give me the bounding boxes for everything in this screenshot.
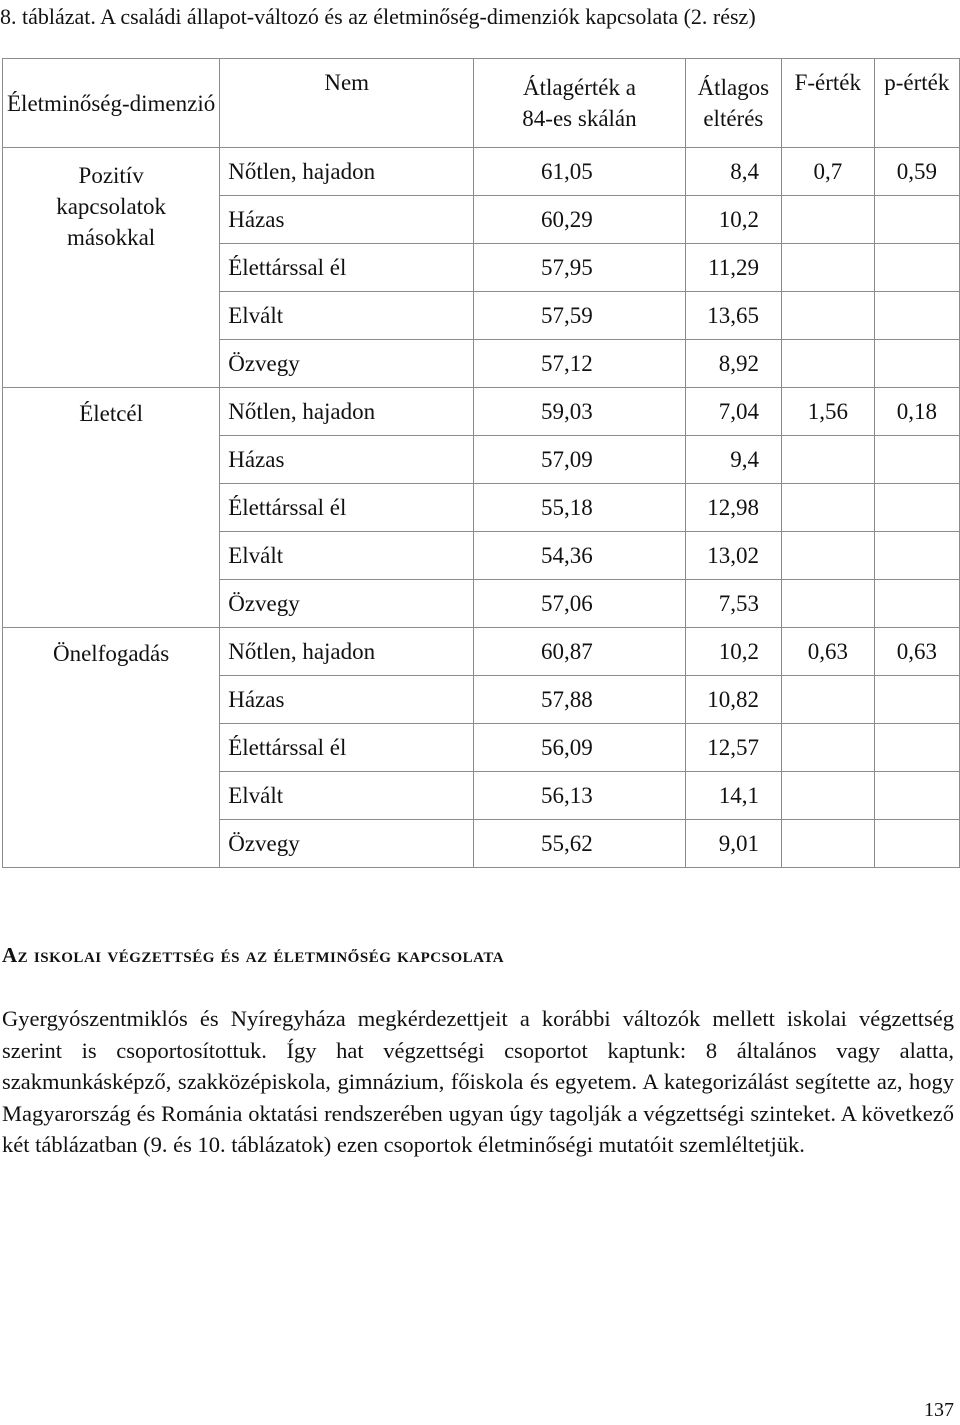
empty-cell [874, 484, 959, 532]
sd-cell: 8,4 [685, 148, 781, 196]
table-header-row [3, 59, 960, 148]
mean-cell: 55,62 [474, 820, 686, 868]
sd-cell: 7,04 [685, 388, 781, 436]
empty-cell [874, 532, 959, 580]
sd-cell: 13,02 [685, 532, 781, 580]
table-row [3, 628, 960, 676]
dimension-cell: Pozitív kapcsolatok másokkal [3, 148, 220, 388]
sex-cell: Házas [220, 676, 474, 724]
p-value-cell: 0,63 [874, 628, 959, 676]
sex-cell: Özvegy [220, 340, 474, 388]
mean-cell: 57,59 [474, 292, 686, 340]
empty-cell [874, 676, 959, 724]
header-sd: Átlagos eltérés [685, 59, 781, 148]
mean-cell: 57,95 [474, 244, 686, 292]
empty-cell [781, 580, 874, 628]
mean-cell: 54,36 [474, 532, 686, 580]
dimension-cell: Önelfogadás [3, 628, 220, 868]
table-row [3, 148, 960, 196]
sex-cell: Élettárssal él [220, 244, 474, 292]
header-p: p-érték [874, 59, 959, 148]
header-dimension: Életminőség-dimenzió [3, 59, 220, 148]
sex-cell: Elvált [220, 532, 474, 580]
mean-cell: 60,87 [474, 628, 686, 676]
empty-cell [781, 820, 874, 868]
empty-cell [874, 244, 959, 292]
sd-cell: 9,4 [685, 436, 781, 484]
p-value-cell: 0,59 [874, 148, 959, 196]
empty-cell [874, 580, 959, 628]
mean-cell: 56,13 [474, 772, 686, 820]
sd-cell: 11,29 [685, 244, 781, 292]
empty-cell [874, 340, 959, 388]
mean-cell: 55,18 [474, 484, 686, 532]
empty-cell [781, 724, 874, 772]
empty-cell [781, 676, 874, 724]
f-value-cell: 0,63 [781, 628, 874, 676]
sd-cell: 7,53 [685, 580, 781, 628]
empty-cell [781, 532, 874, 580]
sex-cell: Házas [220, 196, 474, 244]
header-mean: Átlagérték a 84-es skálán [474, 59, 686, 148]
mean-cell: 59,03 [474, 388, 686, 436]
sd-cell: 9,01 [685, 820, 781, 868]
sex-cell: Élettárssal él [220, 484, 474, 532]
sex-cell: Nőtlen, hajadon [220, 148, 474, 196]
empty-cell [781, 196, 874, 244]
body-paragraph: Gyergyószentmiklós és Nyíregyháza megkérdezettjeit a korábbi változók mellett iskolai végzettség szerint is csoportosítottuk. Így hat végzettségi csoportot kaptunk: 8 általános vagy alatta, szakmunkásképző, szakközépiskola, gimnázium, főiskola és egyetem. A kategorizálást segítette az, hogy Magyarország és Románia oktatási rendszerében ugyan úgy tagolják a végzettségi szinteket. A következő két táblázatban (9. és 10. táblázatok) ezen csoportok életminőségi mutatóit szemléltetjük. [2, 1006, 954, 1157]
table-caption: 8. táblázat. A családi állapot-változó és az életminőség-dimenziók kapcsolata (2. rész) [0, 4, 756, 29]
sd-cell: 10,2 [685, 196, 781, 244]
empty-cell [874, 820, 959, 868]
sd-cell: 12,98 [685, 484, 781, 532]
mean-cell: 56,09 [474, 724, 686, 772]
mean-cell: 57,88 [474, 676, 686, 724]
empty-cell [781, 244, 874, 292]
sex-cell: Elvált [220, 772, 474, 820]
header-sex: Nem [220, 59, 474, 148]
sd-cell: 13,65 [685, 292, 781, 340]
marital-status-table [2, 58, 960, 868]
mean-cell: 57,06 [474, 580, 686, 628]
mean-cell: 57,12 [474, 340, 686, 388]
empty-cell [874, 724, 959, 772]
table-row [3, 388, 960, 436]
sex-cell: Élettárssal él [220, 724, 474, 772]
empty-cell [874, 292, 959, 340]
p-value-cell: 0,18 [874, 388, 959, 436]
empty-cell [874, 196, 959, 244]
sex-cell: Elvált [220, 292, 474, 340]
sd-cell: 8,92 [685, 340, 781, 388]
sd-cell: 10,82 [685, 676, 781, 724]
section-title: Az iskolai végzettség és az életminőség kapcsolata [2, 943, 505, 967]
mean-cell: 60,29 [474, 196, 686, 244]
empty-cell [781, 484, 874, 532]
sd-cell: 10,2 [685, 628, 781, 676]
dimension-cell: Életcél [3, 388, 220, 628]
mean-cell: 57,09 [474, 436, 686, 484]
sex-cell: Özvegy [220, 820, 474, 868]
sd-cell: 14,1 [685, 772, 781, 820]
sex-cell: Házas [220, 436, 474, 484]
empty-cell [874, 436, 959, 484]
empty-cell [781, 436, 874, 484]
sd-cell: 12,57 [685, 724, 781, 772]
f-value-cell: 1,56 [781, 388, 874, 436]
sex-cell: Özvegy [220, 580, 474, 628]
page-number: 137 [924, 1399, 954, 1421]
empty-cell [874, 772, 959, 820]
empty-cell [781, 772, 874, 820]
sex-cell: Nőtlen, hajadon [220, 628, 474, 676]
header-f: F-érték [781, 59, 874, 148]
empty-cell [781, 292, 874, 340]
mean-cell: 61,05 [474, 148, 686, 196]
f-value-cell: 0,7 [781, 148, 874, 196]
sex-cell: Nőtlen, hajadon [220, 388, 474, 436]
empty-cell [781, 340, 874, 388]
